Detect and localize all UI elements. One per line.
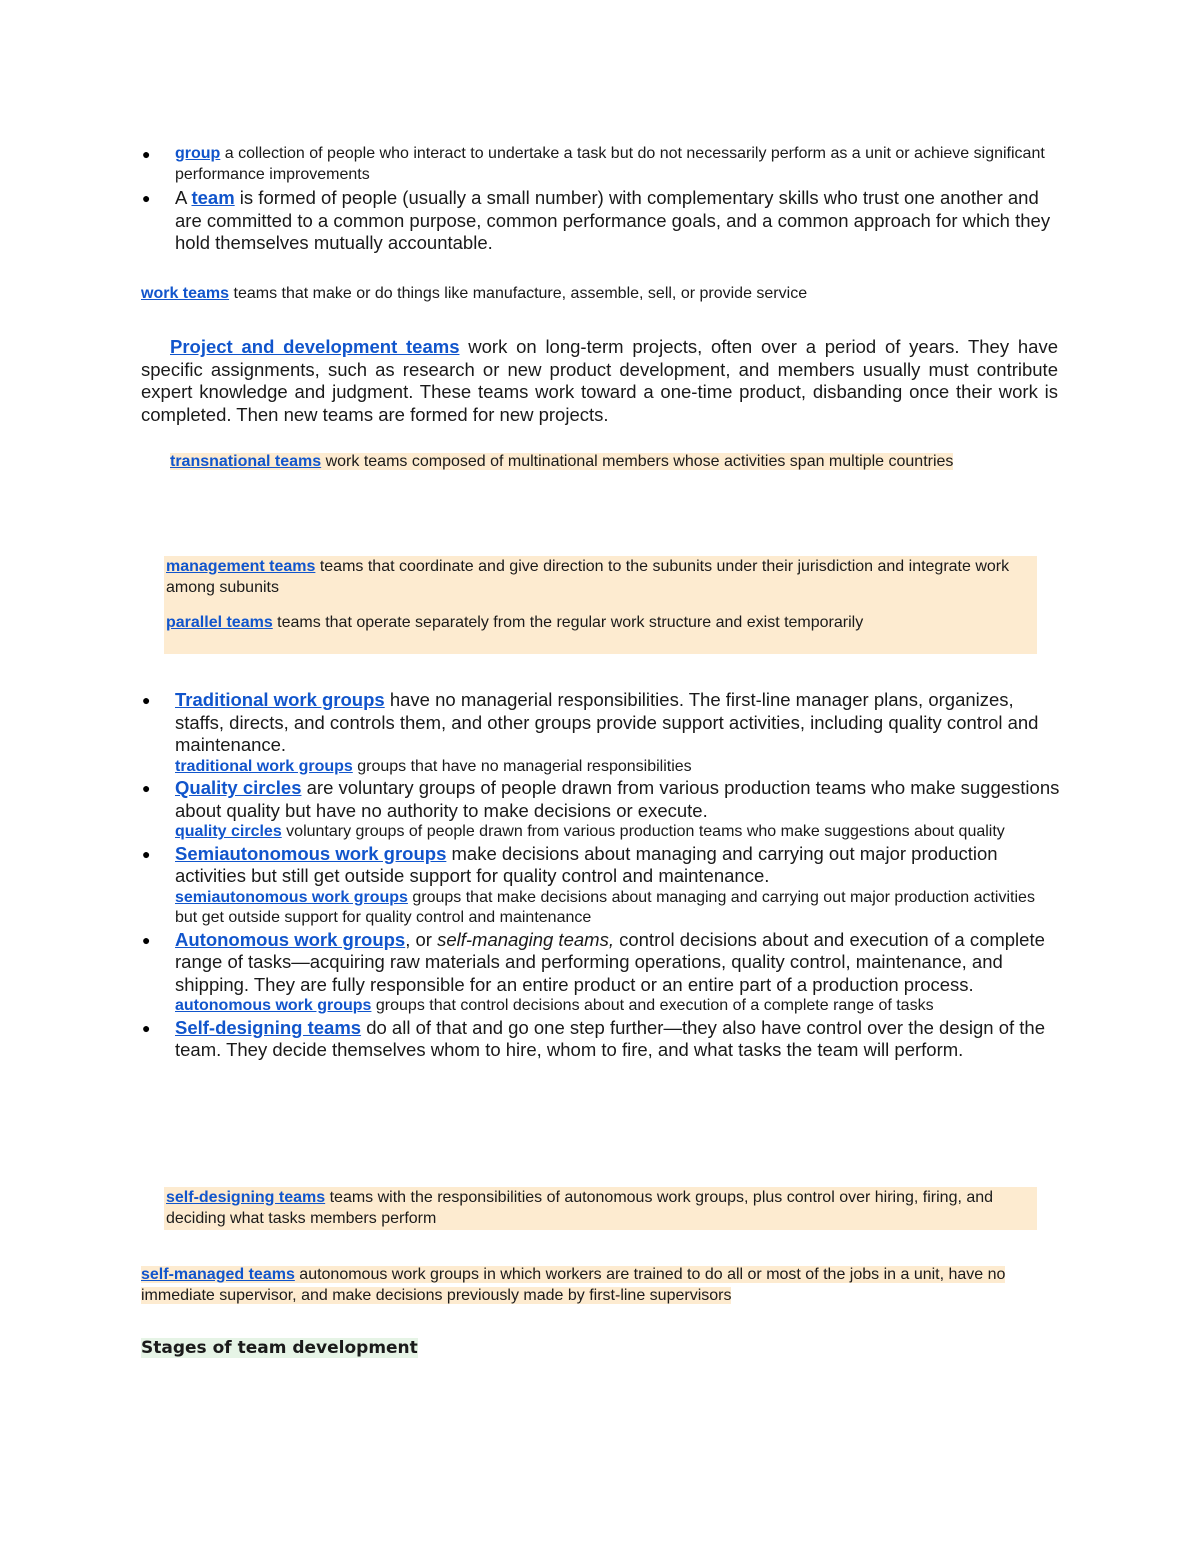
description-text: have no managerial responsibilities. The first-line manager plans, organizes, staffs, directs, and controls them, and other groups provide support activities, including quality control and maintenance. xyxy=(175,689,1039,755)
definition-text: groups that control decisions about and execution of a complete range of tasks xyxy=(371,997,934,1014)
group-types-list xyxy=(142,689,1060,1062)
work-teams-definition xyxy=(141,284,1061,305)
list-item xyxy=(142,777,1060,843)
bullet-icon: ● xyxy=(142,190,151,206)
term-link-traditional-work-groups-def[interactable]: traditional work groups xyxy=(175,757,353,775)
definition-text: groups that have no managerial responsibilities xyxy=(352,757,692,775)
bullet-icon: ● xyxy=(142,780,151,796)
intro-bullet-list xyxy=(142,144,1065,255)
bullet-icon: ● xyxy=(142,692,151,708)
term-link-self-managed-teams[interactable]: self-managed teams xyxy=(141,1266,295,1283)
prefix-text: A xyxy=(175,187,192,208)
bullet-icon: ● xyxy=(142,146,151,162)
definition-text: teams that operate separately from the regular work structure and exist temporarily xyxy=(272,614,864,631)
term-link-management-teams[interactable]: management teams xyxy=(166,558,316,575)
term-link-transnational-teams[interactable]: transnational teams xyxy=(170,453,322,470)
parallel-teams-definition xyxy=(166,613,1035,634)
description-text: make decisions about managing and carrying out major production activities but still get outside support for quality control and maintenance. xyxy=(175,842,998,886)
self-designing-definition-box xyxy=(164,1187,1037,1230)
list-item xyxy=(142,144,1065,185)
project-teams-paragraph xyxy=(141,336,1058,426)
highlighted-span xyxy=(170,453,953,470)
bullet-icon: ● xyxy=(142,1019,151,1036)
term-link-autonomous-work-groups[interactable]: Autonomous work groups xyxy=(175,928,406,950)
term-link-self-designing-teams-def[interactable]: self-designing teams xyxy=(166,1189,326,1206)
description-text: are voluntary groups of people drawn from various production teams who make suggestions about quality but have no authority to make decisions or execute. xyxy=(175,777,1060,821)
definition-text: a collection of people who interact to undertake a task but do not necessarily perform as a unit or achieve significant performance improvements xyxy=(175,145,1045,183)
transnational-teams-definition xyxy=(170,452,1060,473)
italic-term: self-managing teams, xyxy=(437,928,614,950)
term-link-semiautonomous-work-groups[interactable]: Semiautonomous work groups xyxy=(175,842,447,864)
list-item xyxy=(142,1016,1060,1062)
description-text: do all of that and go one step further—they also have control over the design of the team. They decide themselves whom to hire, whom to fire, and what tasks the team will perform. xyxy=(175,1016,1045,1060)
bullet-icon: ● xyxy=(142,931,151,948)
section-heading xyxy=(141,1337,418,1359)
term-link-project-teams[interactable]: Project and development teams xyxy=(170,336,460,357)
term-link-semiautonomous-work-groups-def[interactable]: semiautonomous work groups xyxy=(175,888,408,906)
term-link-traditional-work-groups[interactable]: Traditional work groups xyxy=(175,689,385,710)
term-link-group[interactable]: group xyxy=(175,145,221,162)
definition-text: teams with the responsibilities of autonomous work groups, plus control over hiring, firing, and deciding what tasks members perform xyxy=(166,1189,994,1227)
term-link-work-teams[interactable]: work teams xyxy=(141,285,230,302)
term-link-self-designing-teams[interactable]: Self-designing teams xyxy=(175,1016,362,1038)
term-link-team[interactable]: team xyxy=(191,187,235,208)
term-link-autonomous-work-groups-def[interactable]: autonomous work groups xyxy=(175,997,372,1014)
heading-text: Stages of team development xyxy=(141,1338,418,1358)
bullet-icon: ● xyxy=(142,845,151,862)
description-text: control decisions about and execution of a complete range of tasks—acquiring raw materials and performing operations, quality control, maintenance, and shipping. They are fully responsible for an entire product or an entire part of a production process. xyxy=(175,928,1045,995)
term-link-quality-circles-def[interactable]: quality circles xyxy=(175,823,282,840)
definition-text: autonomous work groups in which workers are trained to do all or most of the jobs in a unit, have no immediate supervisor, and make decisions previously made by first-line supervisors xyxy=(141,1266,1006,1304)
definition-text: work teams composed of multinational members whose activities span multiple countries xyxy=(321,453,954,470)
definition-text: voluntary groups of people drawn from various production teams who make suggestions about quality xyxy=(281,823,1005,840)
paragraph-text: work on long-term projects, often over a period of years. They have specific assignments, such as research or new product development, and members usually must contribute expert knowledge and judgment. These teams work toward a one-time product, disbanding once their work is completed. Then new teams are formed for new projects. xyxy=(141,336,1058,425)
list-item xyxy=(142,689,1060,777)
definition-text: teams that coordinate and give direction to the subunits under their jurisdiction and integrate work among subunits xyxy=(166,558,1010,596)
definition-text: teams that make or do things like manufacture, assemble, sell, or provide service xyxy=(229,285,808,302)
term-link-parallel-teams[interactable]: parallel teams xyxy=(166,614,273,631)
list-item xyxy=(142,928,1060,1017)
management-teams-definition xyxy=(166,557,1035,598)
self-managed-teams-definition xyxy=(141,1265,1041,1306)
list-item xyxy=(142,187,1065,255)
definition-text: groups that make decisions about managing and carrying out major production activities but get outside support for quality control and maintenance xyxy=(175,888,1035,926)
list-item xyxy=(142,842,1060,929)
highlighted-definitions-box xyxy=(164,556,1037,654)
definition-text: is formed of people (usually a small number) with complementary skills who trust one another and are committed to a common purpose, common performance goals, and a common approach for which they hold themselves mutually accountable. xyxy=(175,187,1051,253)
term-link-quality-circles[interactable]: Quality circles xyxy=(175,777,302,798)
description-text: , or xyxy=(405,928,438,950)
highlighted-span xyxy=(141,1266,1005,1304)
